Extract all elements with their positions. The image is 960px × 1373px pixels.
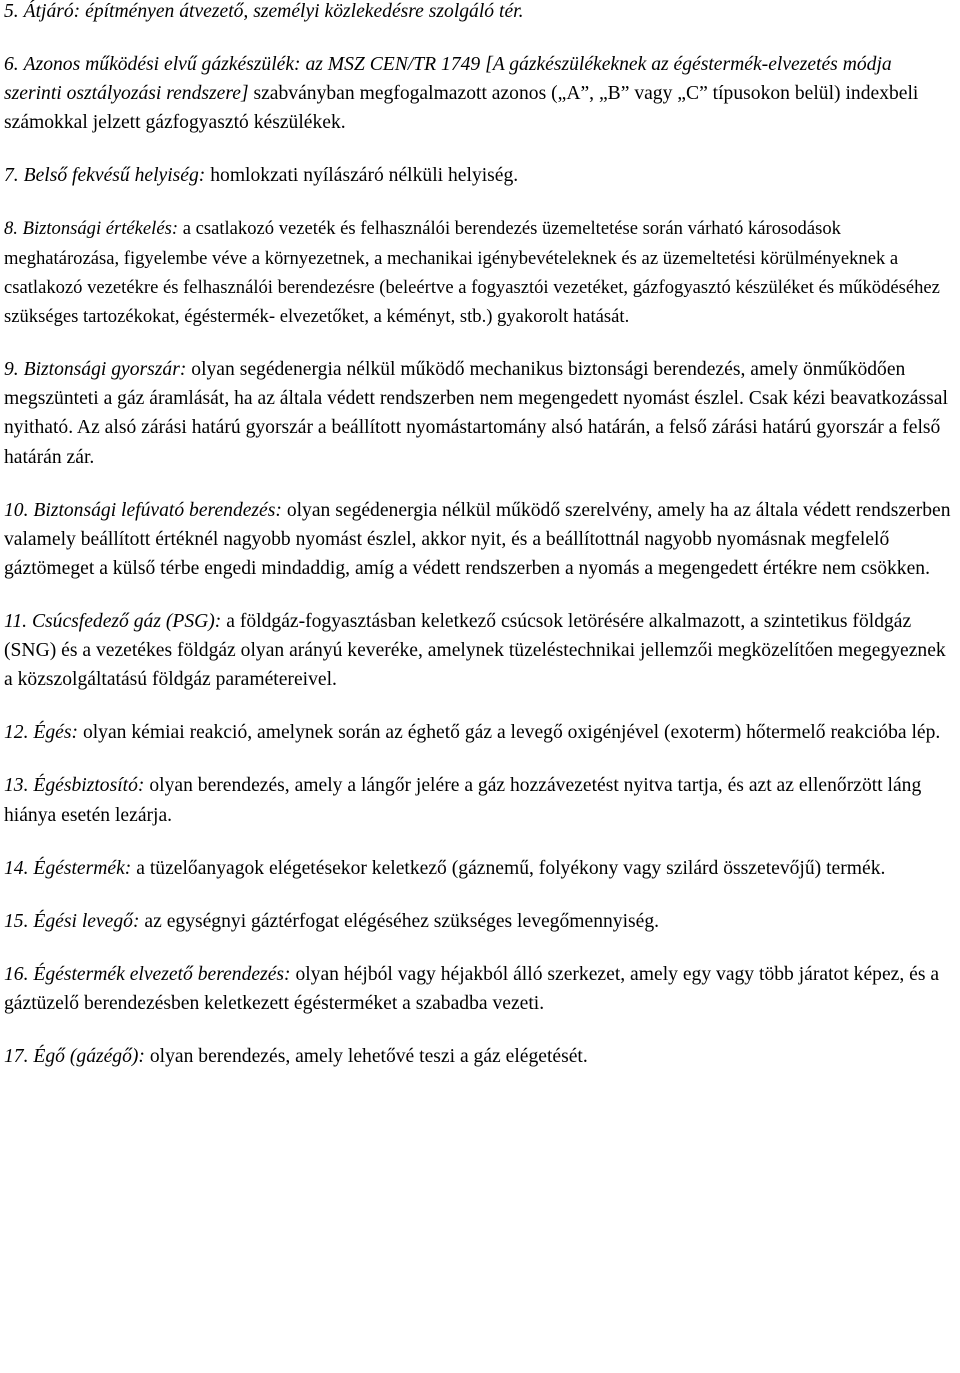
definition-number: 9. xyxy=(4,359,19,381)
definition-term: Égéstermék elvezető berendezés: xyxy=(33,963,291,985)
definition-term: Csúcsfedező gáz (PSG): xyxy=(31,611,222,633)
definition-term: Égés: xyxy=(33,722,79,744)
definition-number: 8. xyxy=(4,218,18,240)
definition-text: olyan héjból vagy héjakból álló szerkezet, amely egy vagy több járatot képez, és a gáztüzelő berendezésben keletkezett égésterméket a szabadba vezeti. xyxy=(4,963,940,1014)
definition-14 xyxy=(4,854,954,883)
definition-text: a csatlakozó vezeték és felhasználói berendezés üzemeltetése során várható károsodások meghatározása, figyelembe véve a környezetnek, a mechanikai igénybevételeknek és az üzemeltetési körülményeknek a csatlakozó vezetékre és felhasználói berendezésre (beleértve a fogyasztói vezetéket, gázfogyasztó készüléket és működéséhez szükséges tartozékokat, égéstermék- elvezetőket, a kéményt, stb.) gyakorolt hatását. xyxy=(4,218,940,328)
definition-term: Biztonsági értékelés: xyxy=(22,218,179,240)
definition-15 xyxy=(4,907,954,936)
definition-16 xyxy=(4,960,954,1018)
definition-text: a földgáz-fogyasztásban keletkező csúcsok letörésére alkalmazott, a szintetikus földgáz (SNG) és a vezetékes földgáz olyan arányú keveréke, amelynek tüzeléstechnikai jellemzői megközelítően megegyeznek a közszolgáltatású földgáz paramétereivel. xyxy=(4,611,946,691)
definition-number: 13. xyxy=(4,775,29,797)
definition-text: építményen átvezető, személyi közlekedésre szolgáló tér. xyxy=(85,1,524,22)
definition-number: 11. xyxy=(4,611,28,633)
definition-term: Biztonsági lefúvató berendezés: xyxy=(33,499,282,521)
definition-9 xyxy=(4,355,954,472)
definition-number: 17. xyxy=(4,1045,29,1067)
definition-text: olyan segédenergia nélkül működő szerelvény, amely ha az általa védett rendszerben valamely beállított értéknél nagyobb nyomást észlel, akkor nyit, és a beállítottnál nagyobb nyomásnak megfelelő gáztömeget a külső térbe engedi mindaddig, amíg a védett rendszerben a nyomás a megengedett értékre nem csökken. xyxy=(4,499,951,580)
definition-text: olyan berendezés, amely a lángőr jelére a gáz hozzávezetést nyitva tartja, és azt az ellenőrzött láng hiánya esetén lezárja. xyxy=(4,775,922,826)
definition-text: az egységnyi gáztérfogat elégéséhez szükséges levegőmennyiség. xyxy=(144,910,660,932)
definition-term: Égésbiztosító: xyxy=(33,775,145,797)
definition-6 xyxy=(4,50,954,138)
definition-number: 10. xyxy=(4,499,29,521)
definition-number: 12. xyxy=(4,722,29,744)
definition-number: 7. xyxy=(4,165,19,187)
definition-text: a tüzelőanyagok elégetésekor keletkező (gáznemű, folyékony vagy szilárd összetevőjű) termék. xyxy=(136,857,886,879)
definition-17 xyxy=(4,1042,954,1071)
definition-10 xyxy=(4,496,954,584)
definition-7 xyxy=(4,161,954,190)
definition-text: olyan berendezés, amely lehetővé teszi a gáz elégetését. xyxy=(149,1045,588,1067)
definition-text: homlokzati nyílászáró nélküli helyiség. xyxy=(210,165,519,187)
definition-number: 14. xyxy=(4,857,29,879)
definition-term: Átjáró: xyxy=(23,1,81,22)
definition-term: Biztonsági gyorszár: xyxy=(23,359,187,381)
definition-number: 15. xyxy=(4,910,29,932)
definition-term: Égési levegő: xyxy=(33,910,140,932)
definition-term: Égő (gázégő): xyxy=(33,1045,145,1067)
definition-term: Azonos működési elvű gázkészülék: az MSZ CEN/TR 1749 [A gázkészülékeknek az égéstermék-elvezetés módja szerinti osztályozási rendszere] xyxy=(4,54,892,105)
definition-12 xyxy=(4,718,954,747)
definition-5 xyxy=(4,0,954,26)
definition-text: szabványban megfogalmazott azonos („A”, „B” vagy „C” típusokon belül) indexbeli számokkal jelzett gázfogyasztó készülékek. xyxy=(4,83,919,134)
definition-term: Belső fekvésű helyiség: xyxy=(23,165,206,187)
definition-13 xyxy=(4,771,954,829)
definition-term: Égéstermék: xyxy=(33,857,132,879)
definition-number: 6. xyxy=(4,54,19,75)
definition-text: olyan kémiai reakció, amelynek során az éghető gáz a levegő oxigénjével (exoterm) hőtermelő reakcióba lép. xyxy=(82,722,941,744)
definition-number: 5. xyxy=(4,1,19,22)
definition-8 xyxy=(4,214,954,331)
definition-11 xyxy=(4,607,954,695)
definition-number: 16. xyxy=(4,963,29,985)
document-page xyxy=(4,0,954,1095)
definition-text: olyan segédenergia nélkül működő mechanikus biztonsági berendezés, amely önműködően megszünteti a gáz áramlását, ha az általa védett rendszerben nem megengedett nyomást észlel. Csak kézi beavatkozással nyitható. Az alsó zárási határú gyorszár a beállított nyomástartomány alsó határán, a felső zárási határú gyorszár a felső határán zár. xyxy=(4,359,948,468)
